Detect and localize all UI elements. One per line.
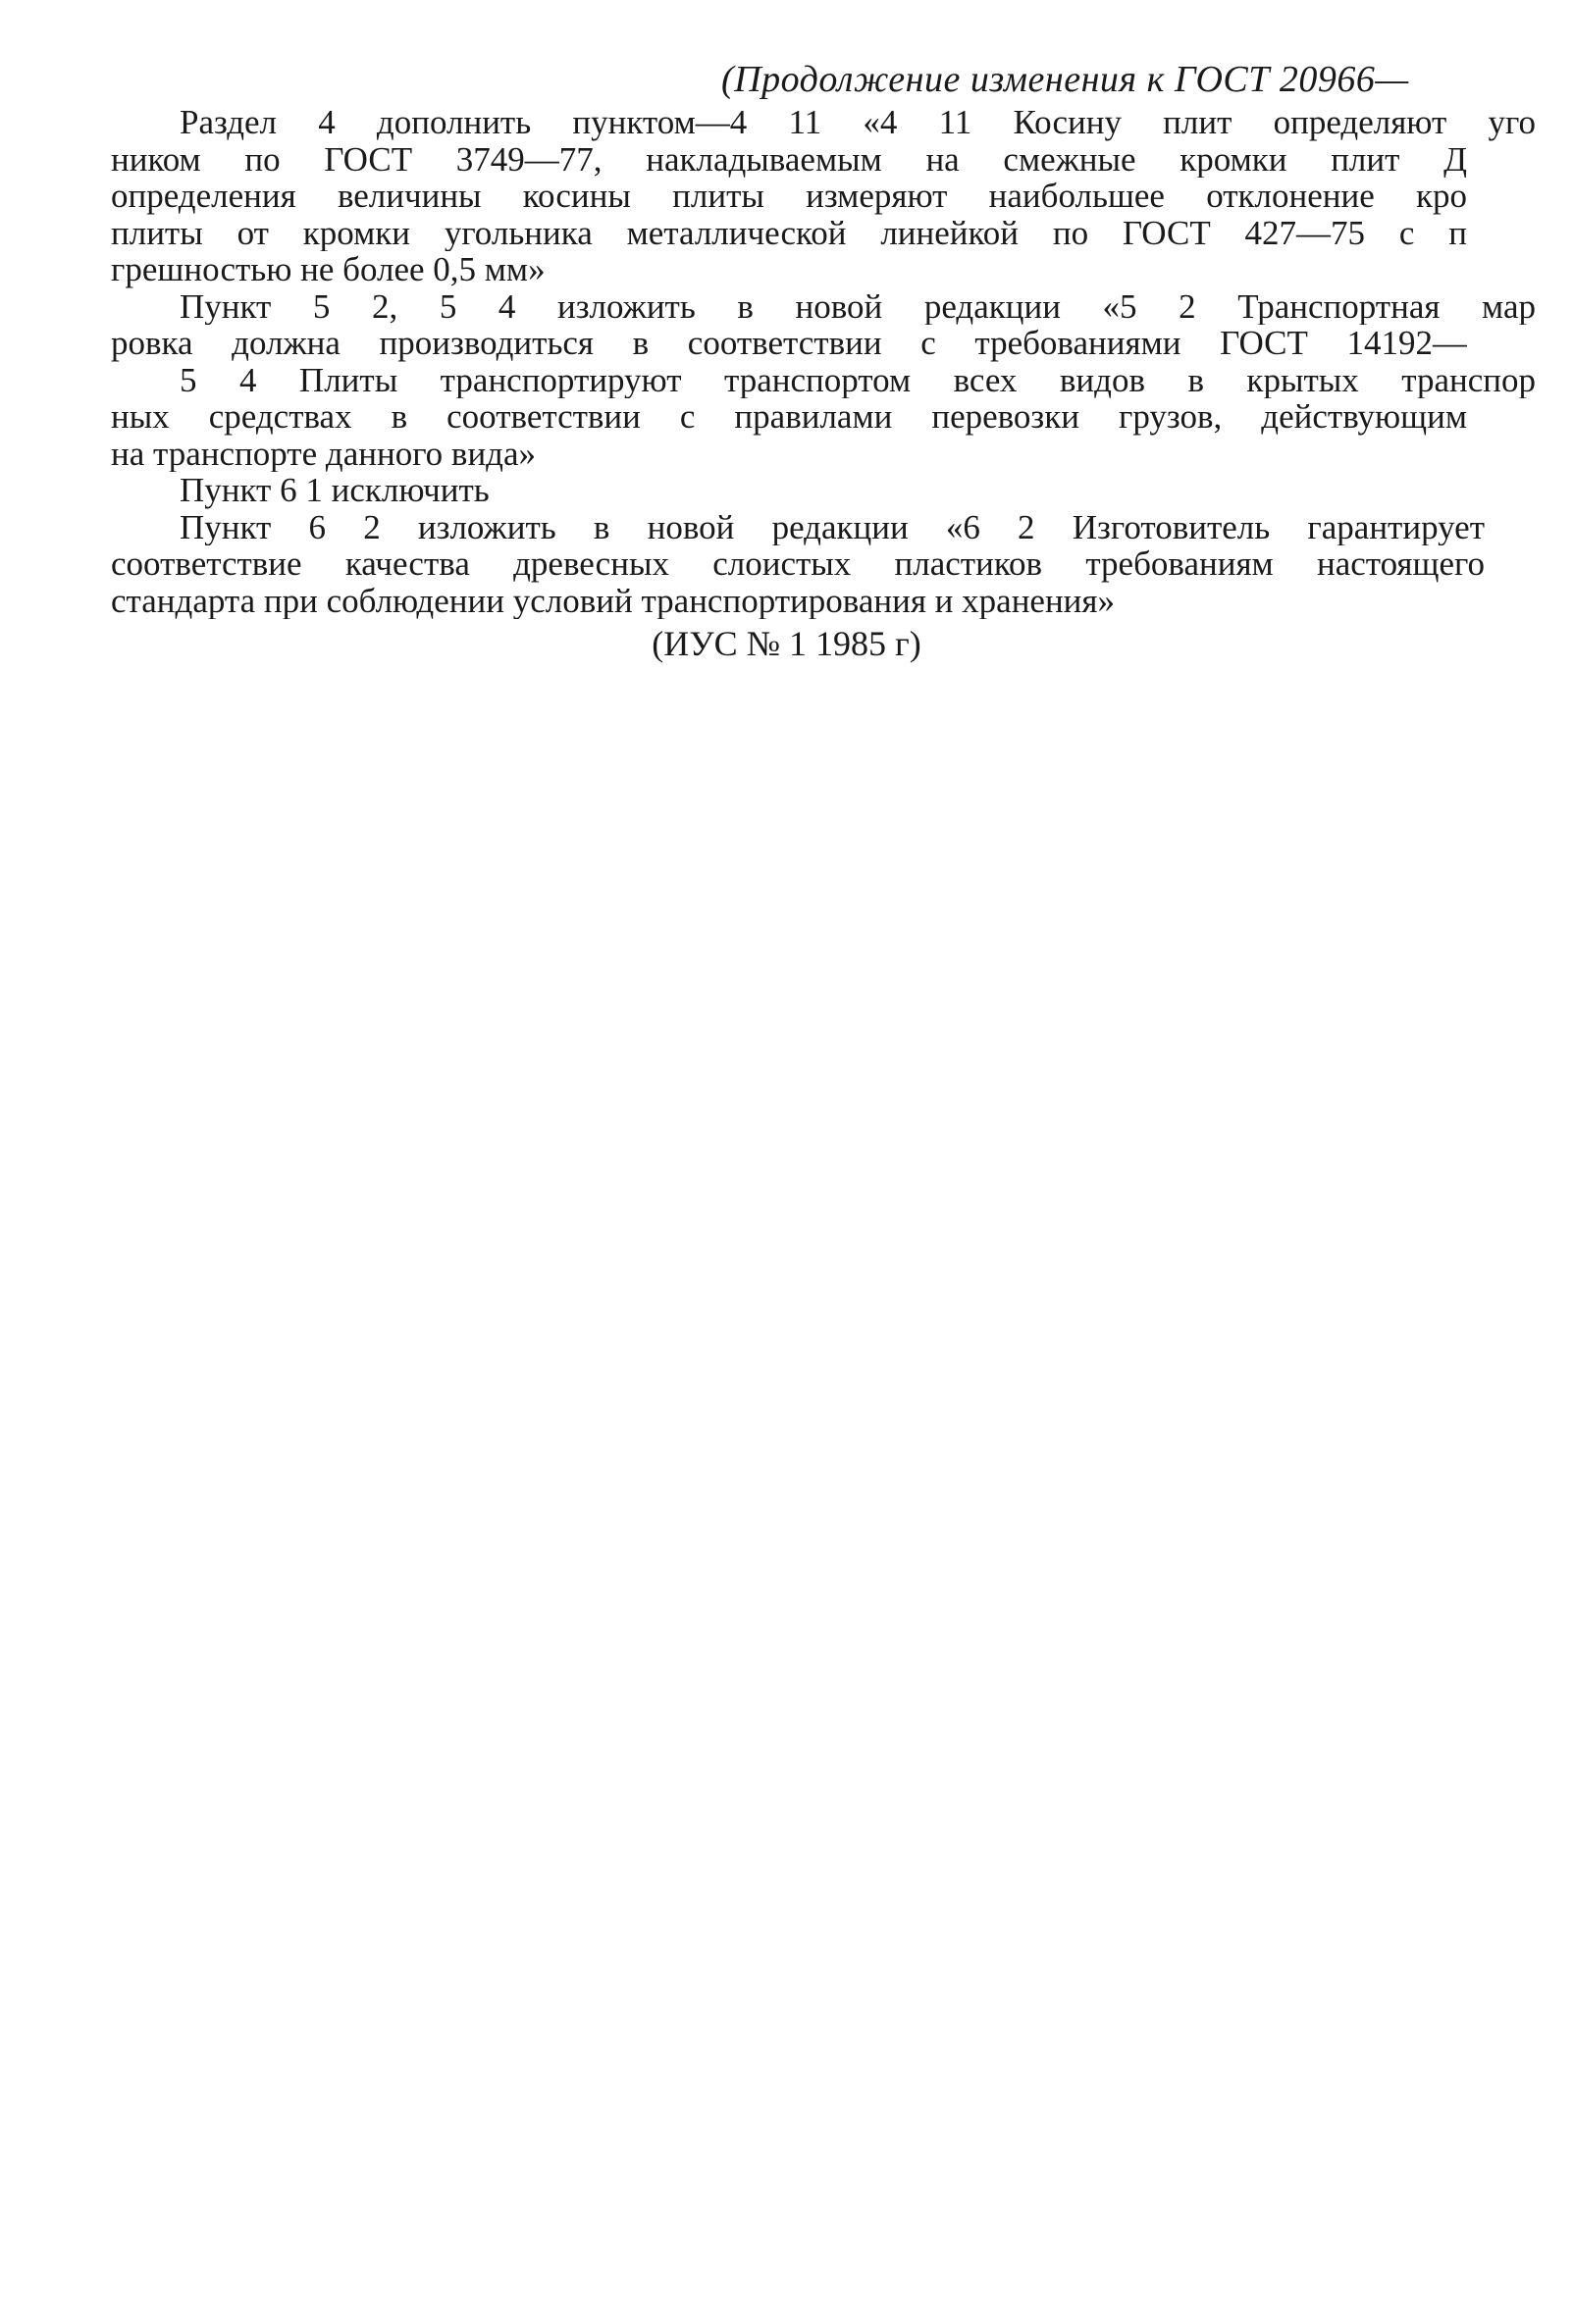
text-line-10: на транспорте данного вида» <box>111 435 537 472</box>
text-line-3: определения величины косины плиты измеряют наибольшее отклонение кро <box>111 178 1467 215</box>
body-text <box>111 104 1536 619</box>
text-line-2: ником по ГОСТ 3749—77, накладываемым на смежные кромки плит Д <box>111 140 1467 178</box>
text-line-7: ровка должна производиться в соответствии с требованиями ГОСТ 14192— <box>111 325 1467 362</box>
text-line-4: плиты от кромки угольника металлической линейкой по ГОСТ 427—75 с п <box>111 214 1467 251</box>
text-line-11: Пункт 6 1 исключить <box>180 472 490 509</box>
text-line-5: грешностью не более 0,5 мм» <box>111 251 546 288</box>
footer-reference: (ИУС № 1 1985 г) <box>652 624 921 663</box>
text-line-8: 5 4 Плиты транспортируют транспортом всех видов в крытых транспор <box>180 361 1536 398</box>
continuation-header: (Продолжение изменения к ГОСТ 20966— <box>721 59 1409 100</box>
text-line-6: Пункт 5 2, 5 4 изложить в новой редакции «5 2 Транспортная мар <box>180 287 1536 325</box>
text-line-1: Раздел 4 дополнить пунктом—4 11 «4 11 Косину плит определяют уго <box>180 104 1536 141</box>
text-line-13: соответствие качества древесных слоистых пластиков требованиям настоящего <box>111 545 1485 583</box>
text-line-12: Пункт 6 2 изложить в новой редакции «6 2 Изготовитель гарантирует <box>180 508 1485 545</box>
text-line-9: ных средствах в соответствии с правилами перевозки грузов, действующим <box>111 398 1467 436</box>
text-line-14: стандарта при соблюдении условий транспортирования и хранения» <box>111 582 1116 619</box>
